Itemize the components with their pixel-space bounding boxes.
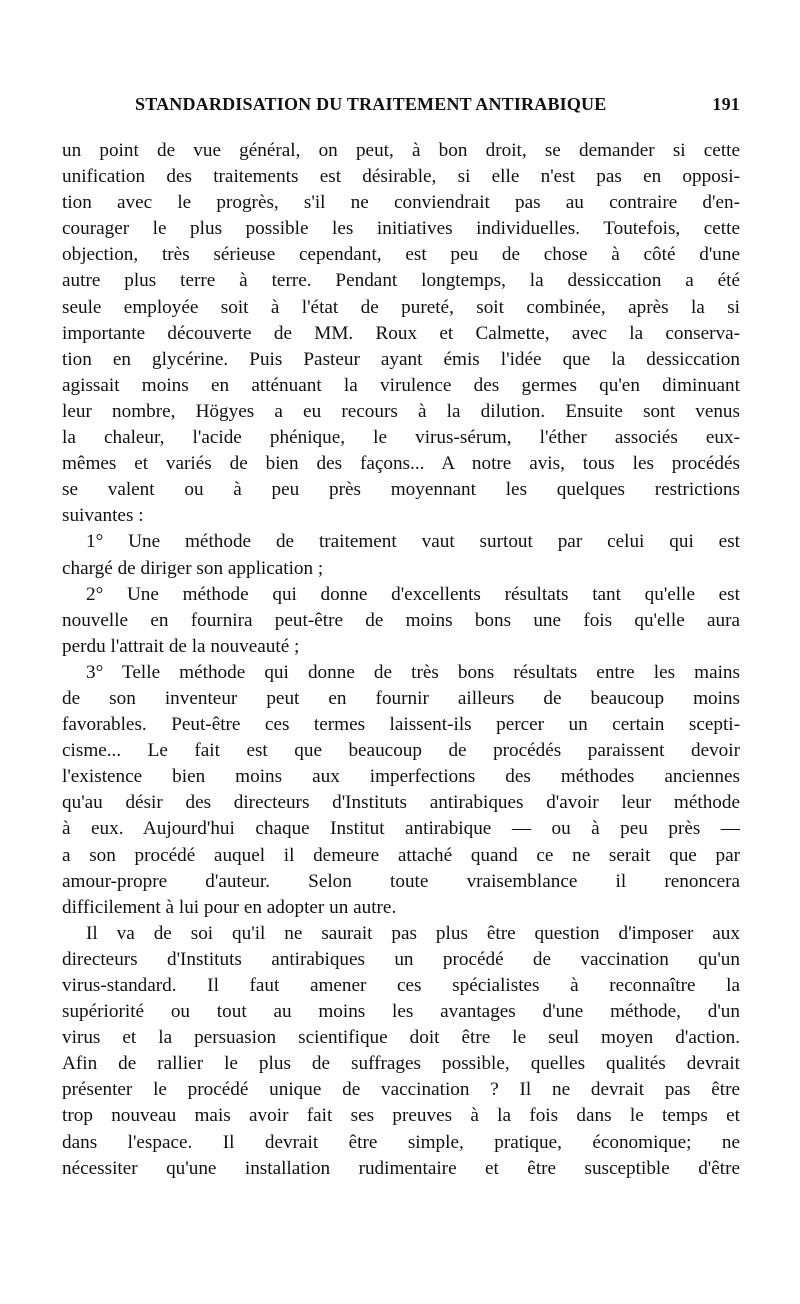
text-line: importante découverte de MM. Roux et Calmette, avec la conserva- <box>62 322 740 344</box>
text-line: a son procédé auquel il demeure attaché quand ce ne serait que par <box>62 844 740 866</box>
text-line: agissait moins en atténuant la virulence des germes qu'en diminuant <box>62 374 740 396</box>
running-header <box>62 94 740 124</box>
text-line: cisme... Le fait est que beaucoup de procédés paraissent devoir <box>62 740 740 762</box>
text-line: un point de vue général, on peut, à bon droit, se demander si cette <box>62 140 740 161</box>
text-line: seule employée soit à l'état de pureté, soit combinée, après la si <box>62 296 740 318</box>
text-line: favorables. Peut-être ces termes laissent-ils percer un certain scepti- <box>62 714 740 736</box>
paragraph <box>62 921 740 1182</box>
running-title: STANDARDISATION DU TRAITEMENT ANTIRABIQUE <box>135 94 607 114</box>
text-line: à eux. Aujourd'hui chaque Institut antirabique — ou à peu près — <box>62 818 740 840</box>
text-line: suivantes : <box>62 505 144 527</box>
text-line: chargé de diriger son application ; <box>62 557 324 579</box>
text-line: objection, très sérieuse cependant, est peu de chose à côté d'une <box>62 244 740 266</box>
book-page <box>62 94 740 1182</box>
text-line: leur nombre, Högyes a eu recours à la dilution. Ensuite sont venus <box>62 400 740 422</box>
paragraph <box>62 138 740 529</box>
text-line: nécessiter qu'une installation rudimentaire et être susceptible d'être <box>62 1157 740 1179</box>
text-line: Il va de soi qu'il ne saurait pas plus être question d'imposer aux <box>86 922 740 944</box>
text-line: autre plus terre à terre. Pendant longtemps, la dessiccation a été <box>62 270 740 292</box>
text-line: difficilement à lui pour en adopter un autre. <box>62 896 397 918</box>
paragraph <box>62 660 740 921</box>
text-line: l'existence bien moins aux imperfections des méthodes anciennes <box>62 766 740 788</box>
text-line: qu'au désir des directeurs d'Instituts antirabiques d'avoir leur méthode <box>62 792 740 814</box>
text-line: Afin de rallier le plus de suffrages possible, quelles qualités devrait <box>62 1053 740 1075</box>
text-line: amour-propre d'auteur. Selon toute vraisemblance il renoncera <box>62 870 740 892</box>
text-line: présenter le procédé unique de vaccination ? Il ne devrait pas être <box>62 1079 740 1101</box>
text-line: mêmes et variés de bien des façons... A notre avis, tous les procédés <box>62 453 740 475</box>
text-line: dans l'espace. Il devrait être simple, pratique, économique; ne <box>62 1131 740 1153</box>
paragraph <box>62 582 740 660</box>
paragraph <box>62 529 740 581</box>
text-line: perdu l'attrait de la nouveauté ; <box>62 635 300 657</box>
text-line: nouvelle en fournira peut-être de moins bons une fois qu'elle aura <box>62 609 740 631</box>
text-line: supériorité ou tout au moins les avantages d'une méthode, d'un <box>62 1001 740 1023</box>
text-line: la chaleur, l'acide phénique, le virus-sérum, l'éther associés eux- <box>62 427 740 449</box>
text-line: virus-standard. Il faut amener ces spécialistes à reconnaître la <box>62 975 740 996</box>
body-text <box>62 138 740 1182</box>
text-line: de son inventeur peut en fournir ailleurs de beaucoup moins <box>62 687 740 709</box>
text-line: courager le plus possible les initiatives individuelles. Toutefois, cette <box>62 218 740 240</box>
text-line: trop nouveau mais avoir fait ses preuves à la fois dans le temps et <box>62 1105 740 1127</box>
page-number: 191 <box>712 94 740 114</box>
text-line: tion avec le progrès, s'il ne conviendrait pas au contraire d'en- <box>62 192 740 214</box>
text-line: se valent ou à peu près moyennant les quelques restrictions <box>62 479 740 501</box>
text-line: 3° Telle méthode qui donne de très bons résultats entre les mains <box>86 661 740 683</box>
text-line: directeurs d'Instituts antirabiques un procédé de vaccination qu'un <box>62 948 740 970</box>
text-line: 2° Une méthode qui donne d'excellents résultats tant qu'elle est <box>86 583 740 605</box>
text-line: 1° Une méthode de traitement vaut surtout par celui qui est <box>86 531 740 553</box>
text-line: unification des traitements est désirable, si elle n'est pas en opposi- <box>62 166 740 188</box>
text-line: tion en glycérine. Puis Pasteur ayant émis l'idée que la dessiccation <box>62 348 740 370</box>
text-line: virus et la persuasion scientifique doit être le seul moyen d'action. <box>62 1027 740 1049</box>
